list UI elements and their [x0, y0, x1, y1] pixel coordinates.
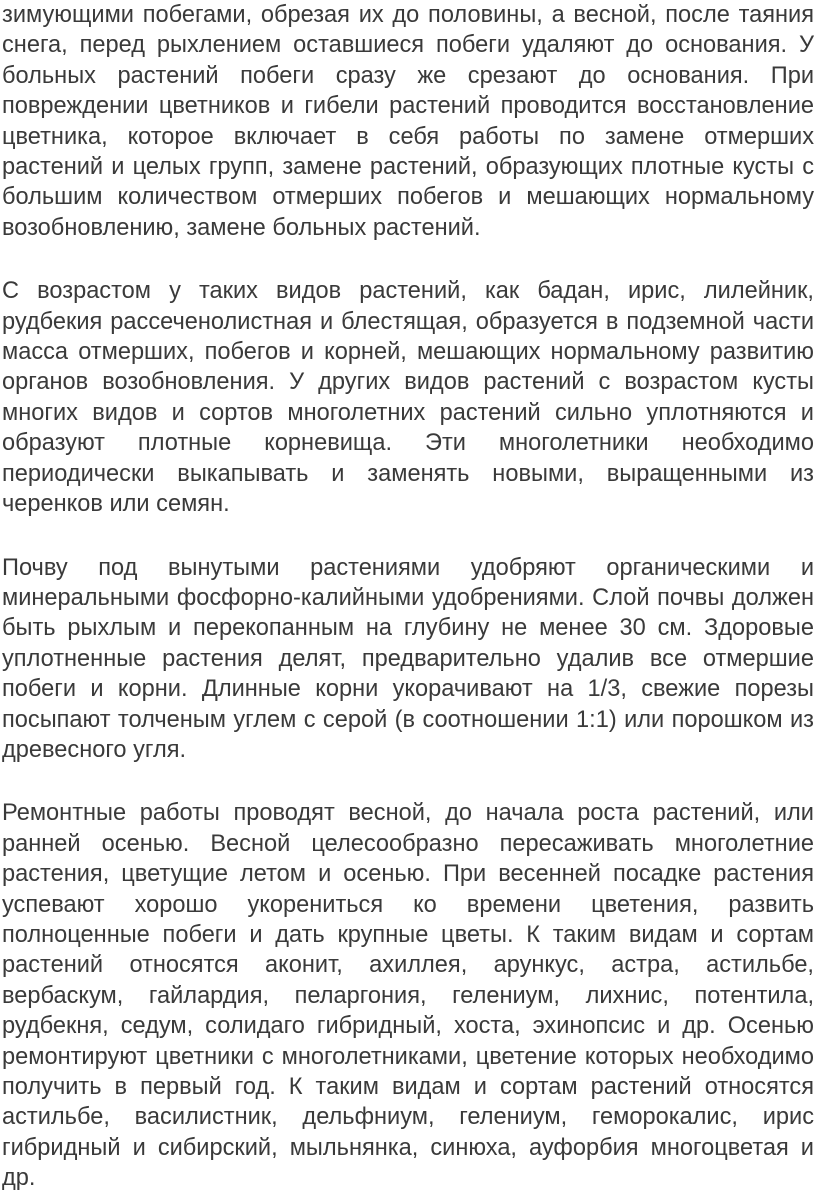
paragraph-3: Почву под вынутыми растениями удобряют органическими и минеральными фосфорно-калийными удобрениями. Слой почвы должен быть рыхлым и перекопанным на глубину не менее 30 см. Здоровые уплотненные растения делят, предварительно удалив все отмершие побеги и корни. Длинные корни укорачивают на 1/3, свежие порезы посыпают толченым углем с серой (в соотношении 1:1) или порошком из древесного угля. [2, 554, 814, 763]
paragraph-2: С возрастом у таких видов растений, как бадан, ирис, лилейник, рудбекия рассеченолистная и блестящая, образуется в подземной части масса отмерших, побегов и корней, мешающих нормальному развитию органов возобновления. У других видов растений с возрастом кусты многих видов и сортов многолетних растений сильно уплотняются и образуют плотные корневища. Эти многолетники необходимо периодически выкапывать и заменять новыми, выращенными из черенков или семян. [2, 278, 814, 518]
paragraph-1: зимующими побегами, обрезая их до половины, а весной, после таяния снега, перед рыхлением оставшиеся побеги удаляют до основания. У больных растений побеги сразу же срезают до основания. При повреждении цветников и гибели растений проводится восстановление цветника, которое включает в себя работы по замене отмерших растений и целых групп, замене растений, образующих плотные кусты с большим количеством отмерших побегов и мешающих нормальному возобновлению, замене больных растений. [2, 2, 814, 241]
document-page [2, 0, 814, 1194]
paragraph-4: Ремонтные работы проводят весной, до начала роста растений, или ранней осенью. Весной целесообразно пересаживать многолетние растения, цветущие летом и осенью. При весенней посадке растения успевают хорошо укорениться ко времени цветения, развить полноценные побеги и дать крупные цветы. К таким видам и сортам растений относятся аконит, ахиллея, арункус, астра, астильбе, вербаскум, гайлардия, пеларгония, гелениум, лихнис, потентила, рудбекня, седум, солидаго гибридный, хоста, эхинопсис и др. Осенью ремонтируют цветники с многолетниками, цветение которых необходимо получить в первый год. К таким видам и сортам растений относятся астильбе, василистник, дельфниум, гелениум, геморокалис, ирис гибридный и сибирский, мыльнянка, синюха, ауфорбия многоцветая и др. [2, 800, 814, 1192]
